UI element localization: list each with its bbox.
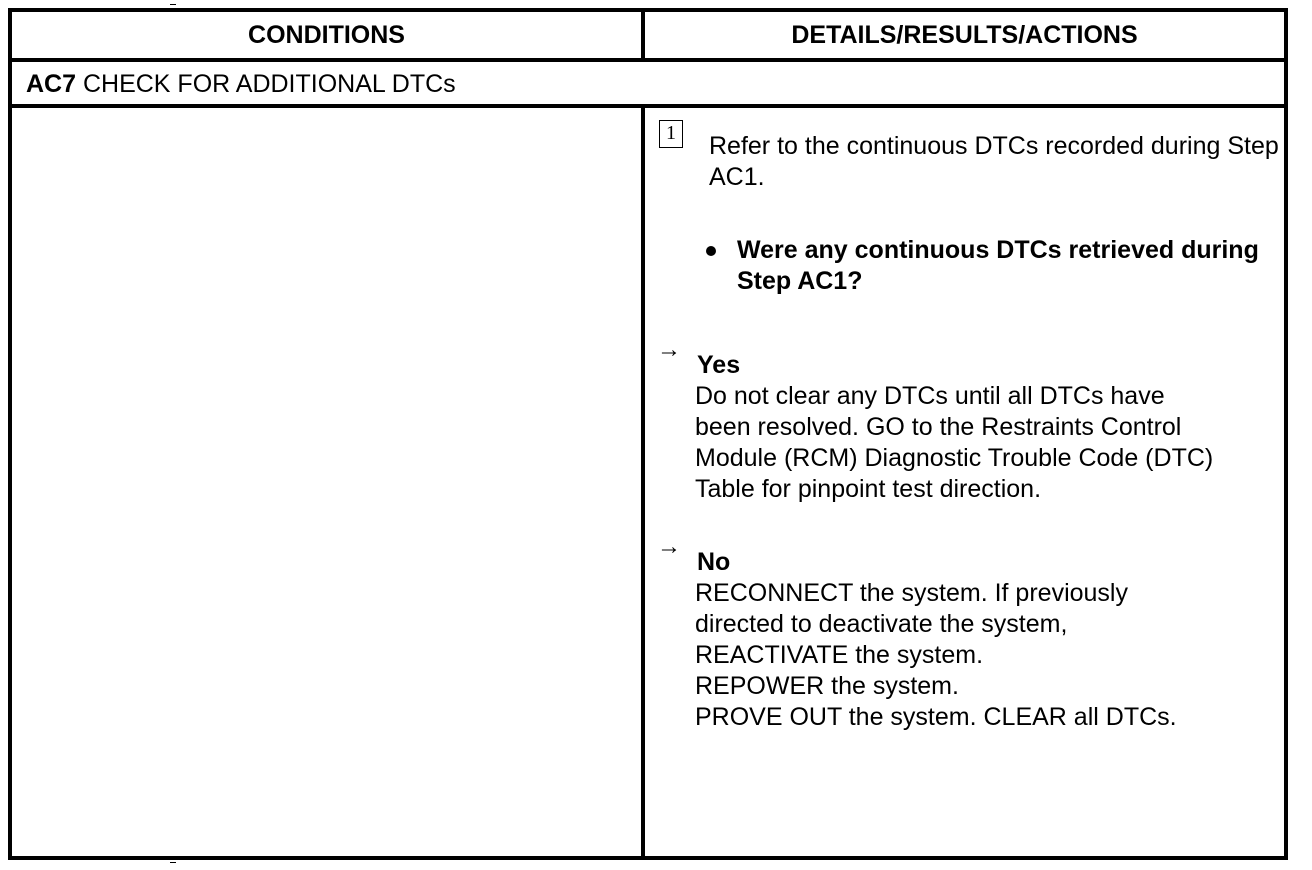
step-number-box: 1 — [659, 120, 683, 148]
no-action-line: PROVE OUT the system. CLEAR all DTCs. — [695, 703, 1177, 731]
question-text: Were any continuous DTCs retrieved during Step AC1? — [737, 236, 1259, 295]
arrow-right-icon: → — [657, 533, 681, 560]
yes-action-text — [695, 381, 1285, 505]
no-action-line: REPOWER the system. — [695, 672, 959, 700]
no-action-line: directed to deactivate the system, — [695, 610, 1068, 638]
pinpoint-test-table — [8, 8, 1288, 860]
no-action-line: REACTIVATE the system. — [695, 641, 984, 669]
yes-action-line: been resolved. GO to the Restraints Control — [695, 413, 1182, 441]
details-header: DETAILS/RESULTS/ACTIONS — [791, 21, 1138, 49]
details-cell — [645, 108, 1284, 856]
no-action-line: RECONNECT the system. If previously — [695, 579, 1128, 607]
yes-action-line: Table for pinpoint test direction. — [695, 475, 1042, 503]
yes-label: Yes — [697, 351, 741, 379]
step-id: AC7 — [26, 70, 77, 98]
margin-tick-bottom — [170, 862, 176, 863]
arrow-right-icon: → — [657, 336, 681, 363]
yes-action-line: Module (RCM) Diagnostic Trouble Code (DTC) — [695, 444, 1214, 472]
step-title — [26, 70, 456, 99]
conditions-header: CONDITIONS — [248, 21, 405, 49]
step-title-text: CHECK FOR ADDITIONAL DTCs — [82, 70, 456, 98]
no-label: No — [697, 548, 731, 576]
bullet-icon — [706, 246, 716, 256]
table-header-row — [12, 12, 1284, 62]
margin-tick-top — [170, 4, 176, 5]
step-title-row — [12, 62, 1284, 108]
instruction-text: Refer to the continuous DTCs recorded during Step AC1. — [709, 132, 1279, 191]
no-action-text — [695, 578, 1285, 733]
yes-action-line: Do not clear any DTCs until all DTCs have — [695, 382, 1165, 410]
